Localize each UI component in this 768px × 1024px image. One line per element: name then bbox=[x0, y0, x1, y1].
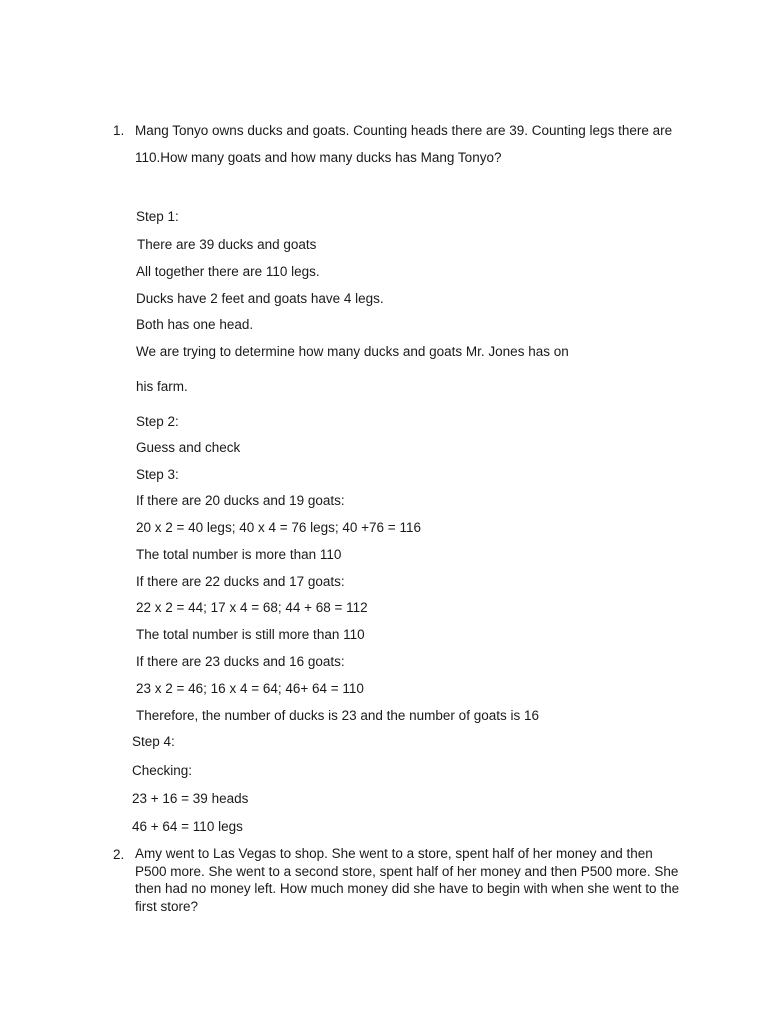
solution-line: Checking: bbox=[132, 763, 193, 778]
solution-line: 20 x 2 = 40 legs; 40 x 4 = 76 legs; 40 +76 = 116 bbox=[136, 520, 421, 535]
solution-line: If there are 22 ducks and 17 goats: bbox=[136, 574, 345, 589]
question-2-text: Amy went to Las Vegas to shop. She went to a store, spent half of her money and then P500 more. She went to a second store, spent half of her money and then P500 more. She then had no money left. How much money did she have to begin with when she went to the first store? bbox=[135, 846, 680, 914]
solution-line: The total number is still more than 110 bbox=[136, 627, 365, 642]
solution-line: 22 x 2 = 44; 17 x 4 = 68; 44 + 68 = 112 bbox=[136, 600, 368, 615]
question-2-number: 2. bbox=[113, 847, 125, 862]
solution-line: Step 1: bbox=[136, 209, 179, 224]
solution-line: Step 3: bbox=[136, 467, 179, 482]
solution-line: If there are 23 ducks and 16 goats: bbox=[136, 654, 345, 669]
solution-line: Step 2: bbox=[136, 414, 179, 429]
solution-line: Therefore, the number of ducks is 23 and the number of goats is 16 bbox=[136, 708, 539, 723]
solution-line: All together there are 110 legs. bbox=[136, 264, 320, 279]
question-1-number: 1. bbox=[113, 123, 125, 138]
solution-line: Ducks have 2 feet and goats have 4 legs. bbox=[136, 291, 384, 306]
solution-line: The total number is more than 110 bbox=[136, 547, 342, 562]
solution-line: his farm. bbox=[136, 379, 188, 394]
solution-line: Step 4: bbox=[132, 734, 175, 749]
solution-line: Guess and check bbox=[136, 440, 241, 455]
solution-line: 23 x 2 = 46; 16 x 4 = 64; 46+ 64 = 110 bbox=[136, 681, 364, 696]
solution-line: 23 + 16 = 39 heads bbox=[132, 791, 249, 806]
solution-line: We are trying to determine how many ducks and goats Mr. Jones has on bbox=[136, 344, 569, 359]
solution-line: Both has one head. bbox=[136, 317, 254, 332]
solution-line: If there are 20 ducks and 19 goats: bbox=[136, 493, 345, 508]
question-1-text: Mang Tonyo owns ducks and goats. Counting heads there are 39. Counting legs there are 110.How many goats and how many ducks has Mang Tonyo? bbox=[135, 123, 673, 165]
solution-line: 46 + 64 = 110 legs bbox=[132, 819, 243, 834]
solution-line: There are 39 ducks and goats bbox=[137, 237, 317, 252]
